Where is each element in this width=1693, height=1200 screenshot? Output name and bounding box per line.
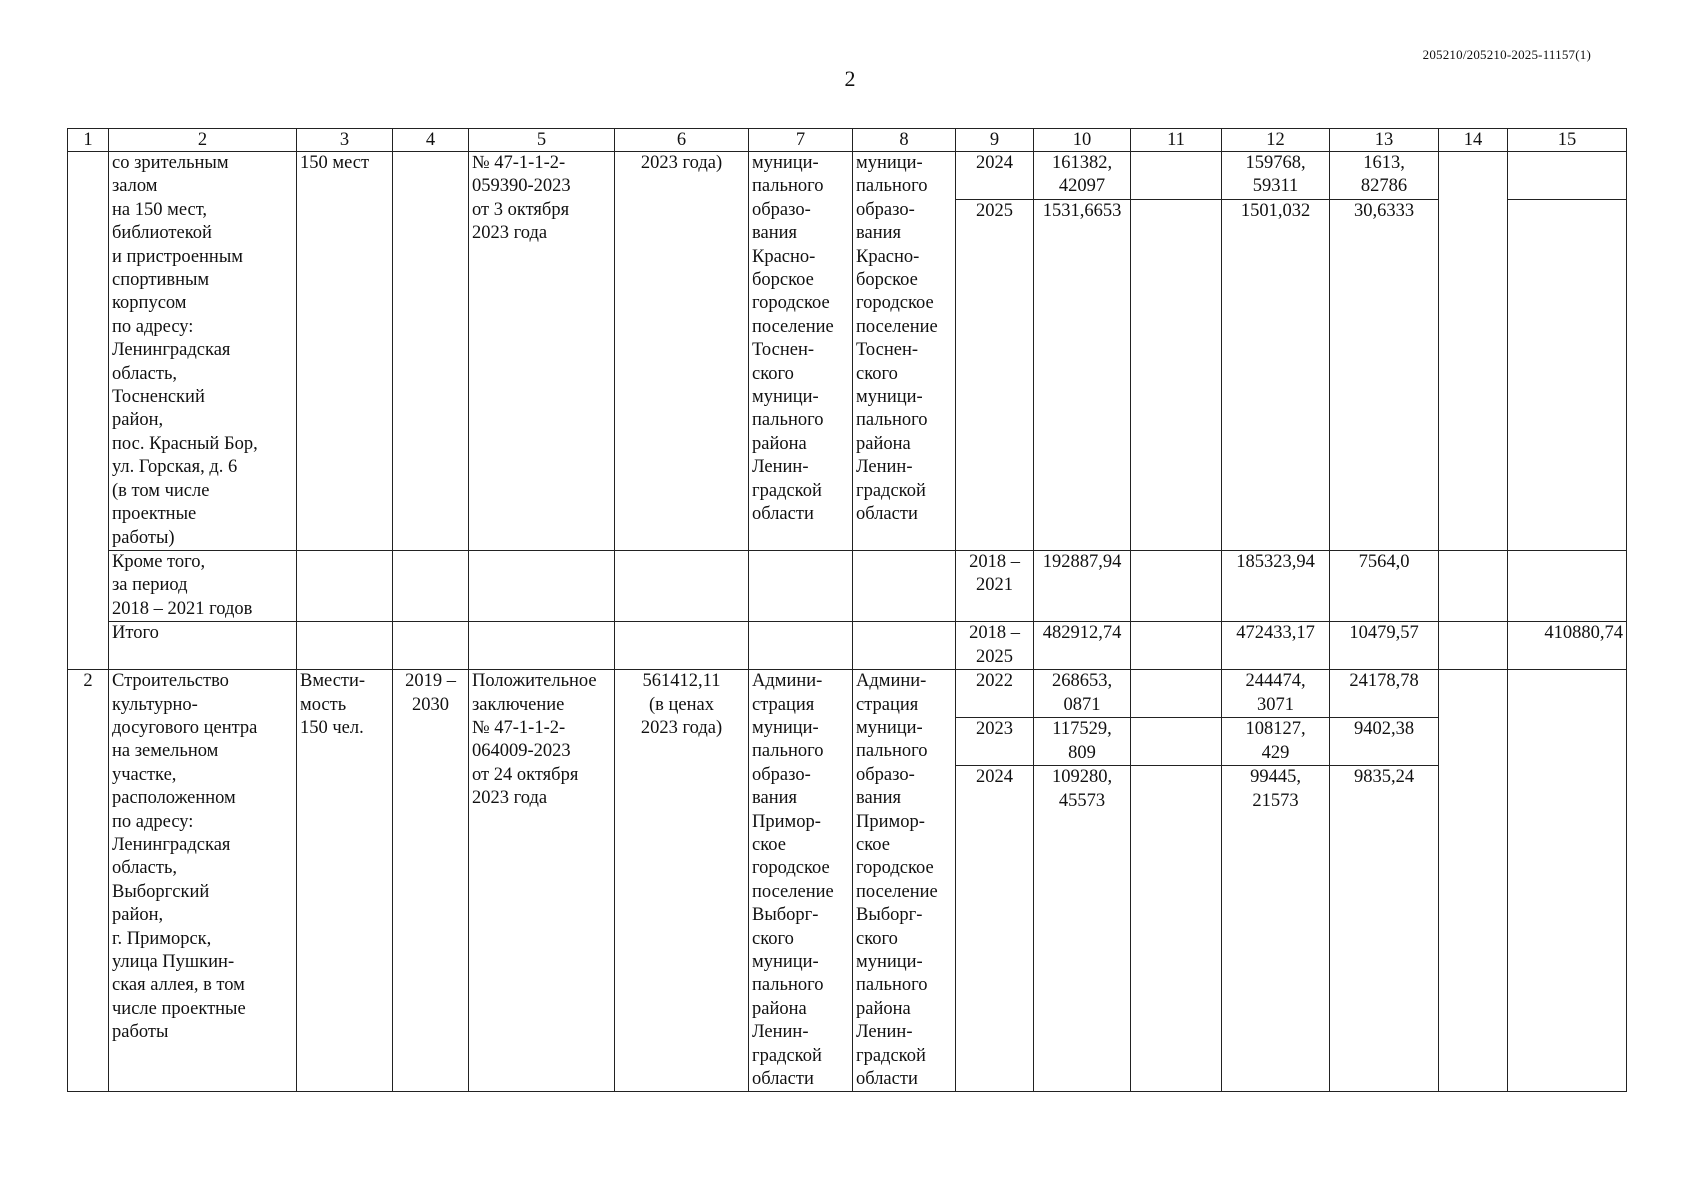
regional-cell: 99445, 21573 bbox=[1222, 766, 1330, 1092]
header-cell: 4 bbox=[393, 129, 469, 152]
cost-cell: 2023 года) bbox=[615, 152, 749, 551]
object-name-cell: Строительство культурно- досугового центра на земельном участке, расположенном по адресу: Ленинградская область, Выборгский район, г. Приморск, улица Пушкин- ская аллея, в том числе проектные работы bbox=[109, 670, 297, 1092]
year-cell: 2023 bbox=[956, 718, 1034, 766]
col15-cell bbox=[1508, 670, 1627, 1092]
header-cell: 2 bbox=[109, 129, 297, 152]
table-row bbox=[68, 550, 1627, 621]
header-cell: 9 bbox=[956, 129, 1034, 152]
total-cell: 161382, 42097 bbox=[1034, 152, 1131, 200]
regional-cell: 472433,17 bbox=[1222, 622, 1330, 670]
col14-cell bbox=[1439, 622, 1508, 670]
regional-cell: 108127, 429 bbox=[1222, 718, 1330, 766]
empty-cell bbox=[469, 550, 615, 621]
page-number: 2 bbox=[844, 66, 856, 91]
header-cell: 1 bbox=[68, 129, 109, 152]
regional-cell: 159768, 59311 bbox=[1222, 152, 1330, 200]
col15-cell bbox=[1508, 152, 1627, 200]
year-cell: 2018 – 2021 bbox=[956, 550, 1034, 621]
capacity-cell: 150 мест bbox=[297, 152, 393, 551]
developer-cell: муници- пального образо- вания Красно- борское городское поселение Тоснен- ского муници- пального района Ленин- градской области bbox=[853, 152, 956, 551]
year-cell: 2018 – 2025 bbox=[956, 622, 1034, 670]
row-number-cell bbox=[68, 152, 109, 670]
total-cell: 117529, 809 bbox=[1034, 718, 1131, 766]
regional-cell: 1501,032 bbox=[1222, 199, 1330, 550]
federal-cell bbox=[1131, 718, 1222, 766]
empty-cell bbox=[853, 550, 956, 621]
header-cell: 5 bbox=[469, 129, 615, 152]
header-cell: 10 bbox=[1034, 129, 1131, 152]
table-row bbox=[68, 152, 1627, 200]
header-cell: 3 bbox=[297, 129, 393, 152]
customer-cell: Админи- страция муници- пального образо- вания Примор- ское городское поселение Выборг- ского муници- пального района Ленин- градской области bbox=[749, 670, 853, 1092]
empty-cell bbox=[615, 622, 749, 670]
col15-cell bbox=[1508, 550, 1627, 621]
regional-cell: 244474, 3071 bbox=[1222, 670, 1330, 718]
object-name-cell: со зрительным залом на 150 мест, библиотекой и пристроенным спортивным корпусом по адресу: Ленинградская область, Тосненский район, пос. Красный Бор, ул. Горская, д. 6 (в том числе проектные работы) bbox=[109, 152, 297, 551]
besides-label-cell: Кроме того, за период 2018 – 2021 годов bbox=[109, 550, 297, 621]
document-id: 205210/205210-2025-11157(1) bbox=[1422, 47, 1591, 62]
customer-cell: муници- пального образо- вания Красно- борское городское поселение Тоснен- ского муници- пального района Ленин- градской области bbox=[749, 152, 853, 551]
total-cell: 192887,94 bbox=[1034, 550, 1131, 621]
local-cell: 1613, 82786 bbox=[1330, 152, 1439, 200]
federal-cell bbox=[1131, 766, 1222, 1092]
cost-cell: 561412,11 (в ценах 2023 года) bbox=[615, 670, 749, 1092]
local-cell: 9835,24 bbox=[1330, 766, 1439, 1092]
empty-cell bbox=[393, 622, 469, 670]
empty-cell bbox=[393, 550, 469, 621]
developer-cell: Админи- страция муници- пального образо- вания Примор- ское городское поселение Выборг- ского муници- пального района Ленин- градской области bbox=[853, 670, 956, 1092]
year-cell: 2022 bbox=[956, 670, 1034, 718]
table-row bbox=[68, 622, 1627, 670]
header-cell: 13 bbox=[1330, 129, 1439, 152]
federal-cell bbox=[1131, 622, 1222, 670]
period-cell bbox=[393, 152, 469, 551]
federal-cell bbox=[1131, 199, 1222, 550]
local-cell: 30,6333 bbox=[1330, 199, 1439, 550]
header-cell: 7 bbox=[749, 129, 853, 152]
federal-cell bbox=[1131, 670, 1222, 718]
col14-cell bbox=[1439, 550, 1508, 621]
empty-cell bbox=[297, 622, 393, 670]
empty-cell bbox=[297, 550, 393, 621]
header-cell: 11 bbox=[1131, 129, 1222, 152]
total-cell: 268653, 0871 bbox=[1034, 670, 1131, 718]
local-cell: 10479,57 bbox=[1330, 622, 1439, 670]
col14-cell bbox=[1439, 152, 1508, 551]
col15-cell bbox=[1508, 199, 1627, 550]
empty-cell bbox=[853, 622, 956, 670]
header-cell: 8 bbox=[853, 129, 956, 152]
local-cell: 9402,38 bbox=[1330, 718, 1439, 766]
header-cell: 12 bbox=[1222, 129, 1330, 152]
empty-cell bbox=[749, 550, 853, 621]
year-cell: 2024 bbox=[956, 152, 1034, 200]
header-cell: 15 bbox=[1508, 129, 1627, 152]
header-cell: 6 bbox=[615, 129, 749, 152]
empty-cell bbox=[749, 622, 853, 670]
federal-cell bbox=[1131, 152, 1222, 200]
total-cell: 109280, 45573 bbox=[1034, 766, 1131, 1092]
local-cell: 7564,0 bbox=[1330, 550, 1439, 621]
conclusion-cell: Положительное заключение № 47-1-1-2- 064009-2023 от 24 октября 2023 года bbox=[469, 670, 615, 1092]
total-cell: 1531,6653 bbox=[1034, 199, 1131, 550]
col15-cell: 410880,74 bbox=[1508, 622, 1627, 670]
year-cell: 2024 bbox=[956, 766, 1034, 1092]
federal-cell bbox=[1131, 550, 1222, 621]
header-cell: 14 bbox=[1439, 129, 1508, 152]
program-table bbox=[67, 128, 1627, 1092]
empty-cell bbox=[469, 622, 615, 670]
period-cell: 2019 – 2030 bbox=[393, 670, 469, 1092]
total-label-cell: Итого bbox=[109, 622, 297, 670]
total-cell: 482912,74 bbox=[1034, 622, 1131, 670]
regional-cell: 185323,94 bbox=[1222, 550, 1330, 621]
col14-cell bbox=[1439, 670, 1508, 1092]
capacity-cell: Вмести- мость 150 чел. bbox=[297, 670, 393, 1092]
row-number-cell: 2 bbox=[68, 670, 109, 1092]
conclusion-cell: № 47-1-1-2- 059390-2023 от 3 октября 2023 года bbox=[469, 152, 615, 551]
year-cell: 2025 bbox=[956, 199, 1034, 550]
table-row bbox=[68, 670, 1627, 718]
local-cell: 24178,78 bbox=[1330, 670, 1439, 718]
header-row bbox=[68, 129, 1627, 152]
empty-cell bbox=[615, 550, 749, 621]
